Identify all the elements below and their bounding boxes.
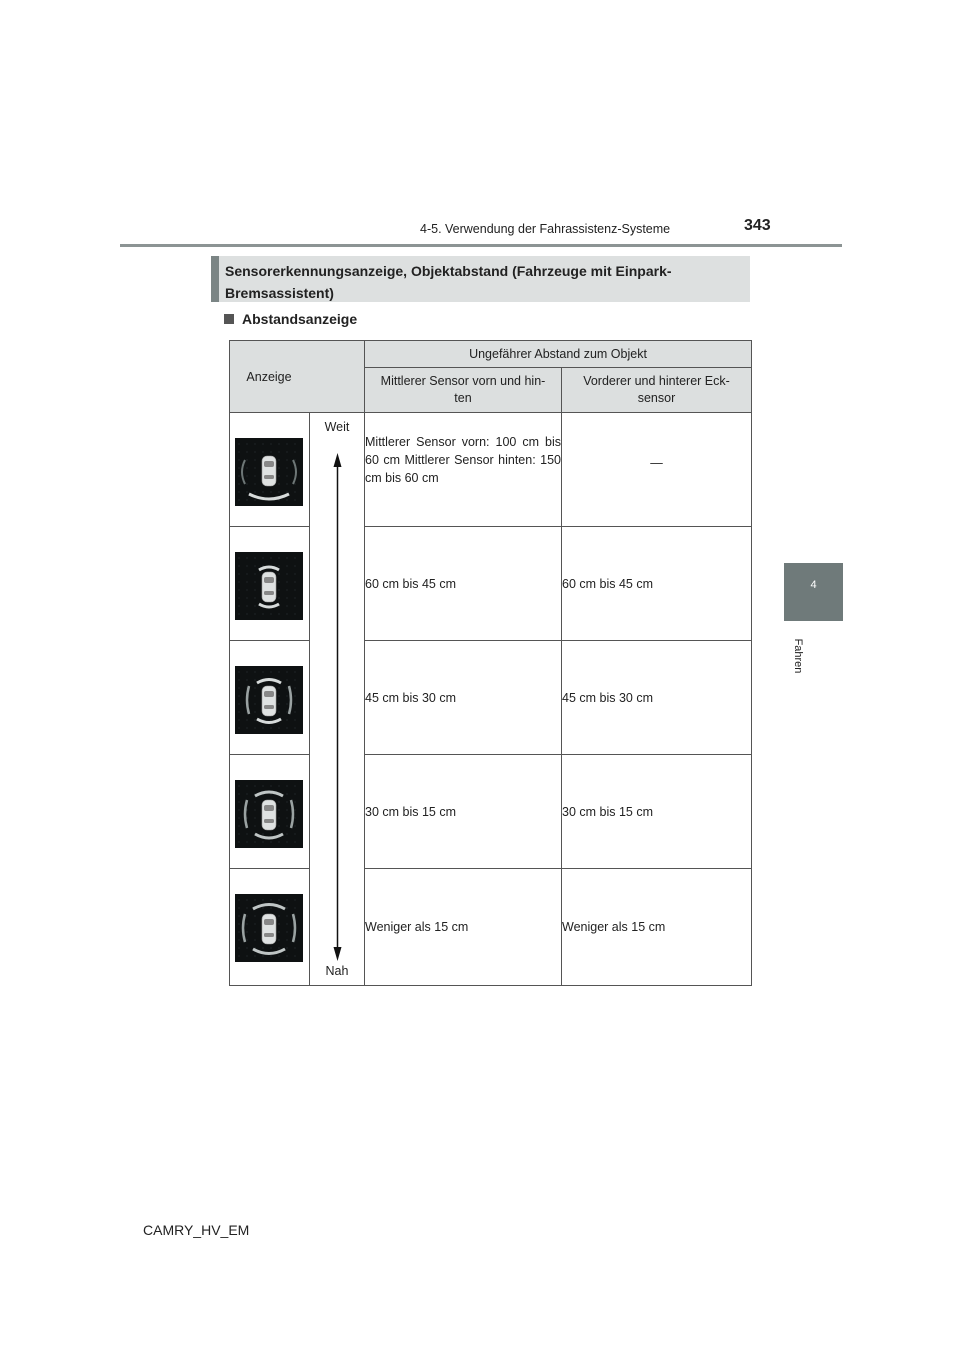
header-anzeige-text: Anzeige bbox=[246, 369, 292, 384]
arrow-near-label: Nah bbox=[325, 964, 349, 978]
page-number: 343 bbox=[744, 217, 771, 234]
section-title bbox=[225, 260, 740, 304]
subheading-text: Abstandsanzeige bbox=[242, 311, 358, 327]
corner-sensor-distance bbox=[562, 413, 752, 527]
display-icon-cell bbox=[230, 755, 310, 869]
footer-code: CAMRY_HV_EM bbox=[143, 1222, 250, 1238]
parking-sensor-display-30-15-icon bbox=[235, 780, 303, 848]
corner-sensor-distance: 30 cm bis 15 cm bbox=[562, 755, 752, 869]
table-row bbox=[230, 641, 752, 755]
chapter-tab bbox=[784, 563, 843, 621]
parking-sensor-display-far-icon bbox=[235, 438, 303, 506]
center-sensor-distance: Mittlerer Sensor vorn: 100 cm bis 60 cm Mittlerer Sensor hinten: 150 cm bis 60 cm bbox=[365, 413, 562, 527]
corner-sensor-distance: 60 cm bis 45 cm bbox=[562, 527, 752, 641]
parking-sensor-display-60-45-icon bbox=[235, 552, 303, 620]
table-row bbox=[230, 527, 752, 641]
header-section-title: 4-5. Verwendung der Fahrassistenz-Systeme bbox=[420, 222, 671, 236]
center-sensor-distance: 45 cm bis 30 cm bbox=[365, 641, 562, 755]
no-value-dash: — bbox=[650, 455, 663, 470]
section-title-text: Sensorerkennungsanzeige, Objektabstand (Fahrzeuge mit Einpark- Bremsassistent) bbox=[225, 263, 672, 301]
corner-sensor-distance: 45 cm bis 30 cm bbox=[562, 641, 752, 755]
center-sensor-distance: 60 cm bis 45 cm bbox=[365, 527, 562, 641]
header-center-text: Mittlerer Sensor vorn und hin- ten bbox=[380, 374, 546, 405]
header-center-sensor bbox=[365, 368, 562, 413]
display-icon-cell bbox=[230, 869, 310, 986]
display-icon-cell bbox=[230, 527, 310, 641]
header-corner-sensor bbox=[562, 368, 752, 413]
arrow-far-label: Weit bbox=[324, 420, 350, 434]
center-sensor-distance: Weniger als 15 cm bbox=[365, 869, 562, 986]
center-sensor-distance: 30 cm bis 15 cm bbox=[365, 755, 562, 869]
chapter-label: Fahren bbox=[792, 638, 804, 674]
parking-sensor-display-under-15-icon bbox=[235, 894, 303, 962]
distance-arrow-cell bbox=[310, 413, 365, 986]
header-anzeige bbox=[230, 341, 365, 413]
display-icon-cell bbox=[230, 641, 310, 755]
header-distance: Ungefährer Abstand zum Objekt bbox=[365, 341, 752, 368]
square-bullet-icon bbox=[224, 314, 234, 324]
header-corner-text: Vorderer und hinterer Eck- sensor bbox=[583, 374, 730, 405]
display-icon-cell bbox=[230, 413, 310, 527]
subheading bbox=[224, 311, 357, 327]
parking-sensor-display-45-30-icon bbox=[235, 666, 303, 734]
table-row bbox=[230, 869, 752, 986]
chapter-number: 4 bbox=[810, 579, 817, 591]
section-heading-box bbox=[211, 256, 750, 302]
distance-table bbox=[229, 340, 752, 986]
double-arrow-icon bbox=[310, 413, 365, 990]
table-row bbox=[230, 413, 752, 527]
table-row bbox=[230, 755, 752, 869]
corner-sensor-distance: Weniger als 15 cm bbox=[562, 869, 752, 986]
header-divider bbox=[120, 244, 842, 247]
